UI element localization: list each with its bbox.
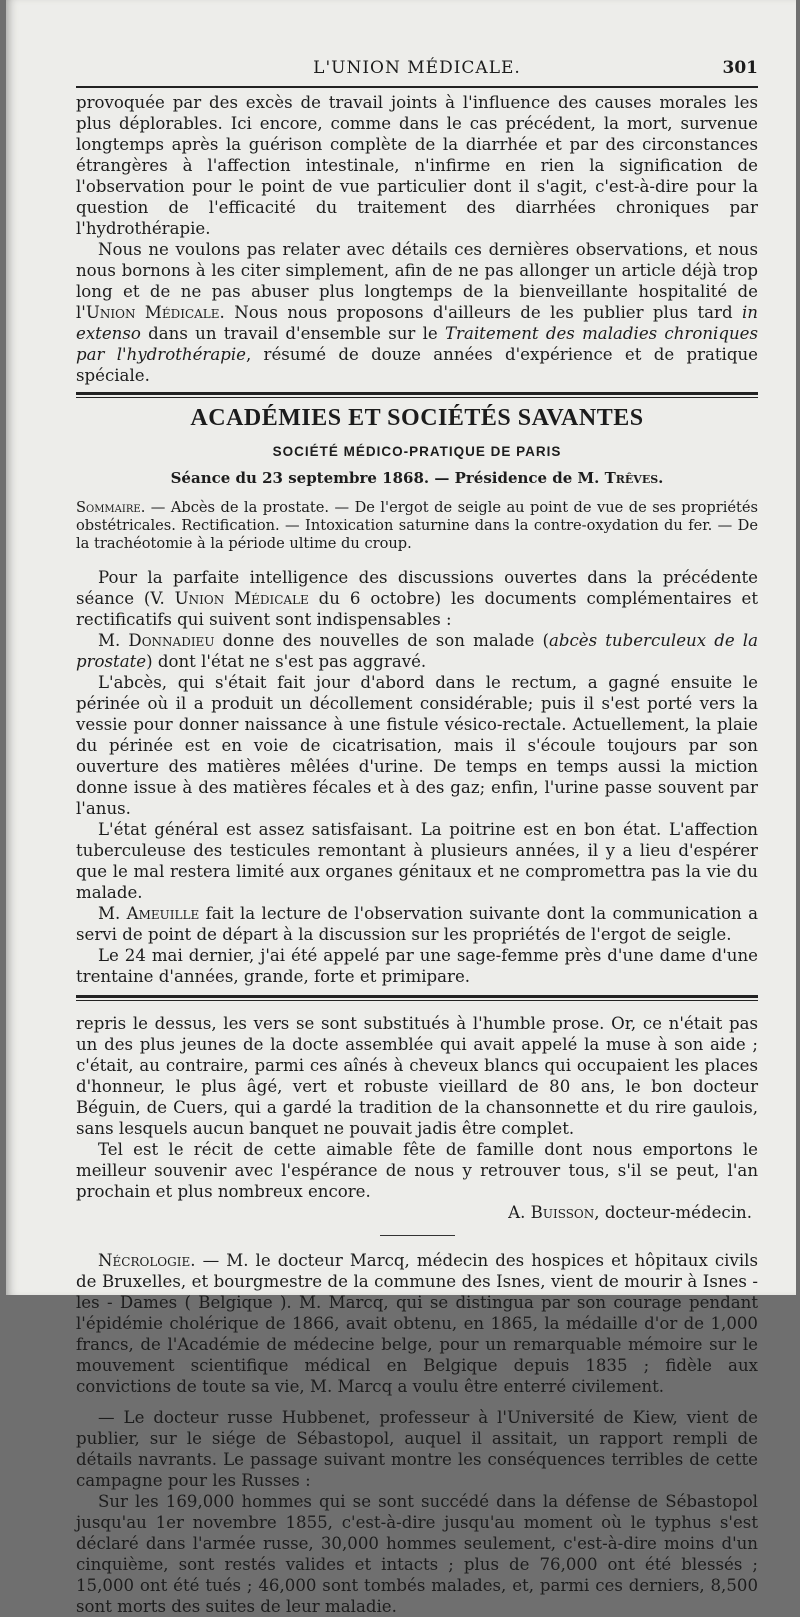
paragraph-repris: repris le dessus, les vers se sont substitués à l'humble prose. Or, ce n'était pas un des plus jeunes de la docte assemblée qui avait appelé la muse à son aide ; c'était, au contraire, parmi ces aînés à cheveux blancs qui occupaient les places d'honneur, le plus âgé, vert et robuste vieillard de 80 ans, le bon docteur Béguin, de Cuers, qui a gardé la tradition de la chansonnette et du rire gaulois, sans lesquels aucun banquet ne pouvait jadis être complet.: [76, 1014, 758, 1138]
page-number: 301: [722, 58, 758, 78]
society-name: SOCIÉTÉ MÉDICO-PRATIQUE DE PARIS: [272, 444, 562, 459]
text-run: M.: [98, 904, 127, 923]
paragraph-hubbenet: — Le docteur russe Hubbenet, professeur à l'Université de Kiew, vient de publier, sur le siége de Sébastopol, auquel il assitait, un rapport rempli de détails navrants. Le passage suivant montre les conséquences terribles de cette campagne pour les Russes :: [76, 1408, 758, 1490]
paragraph-continuation: provoquée par des excès de travail joints à l'influence des causes morales les plus déplorables. Ici encore, comme dans le cas précédent, la mort, survenue longtemps après la guérison complète de la diarrhée et par des circonstances étrangères à l'affection intestinale, n'infirme en rien la signification de l'observation pour le point de vue particulier dont il s'agit, c'est-à-dire pour la question de l'efficacité du traitement des diarrhées chroniques par l'hydrothérapie.: [76, 93, 758, 238]
text-run: .: [658, 469, 664, 487]
text-run: du 6 octobre) les documents complémentaires et rectificatifs qui suivent sont indispensables :: [76, 589, 758, 629]
summary-label: Sommaire: [76, 499, 141, 516]
summary-text: . — Abcès de la prostate. — De l'ergot de seigle au point de vue de ses propriétés obstétricales. Rectification. — Intoxication saturnine dans la contre-oxydation du fer. — De la trachéotomie à la période ultime du croup.: [76, 499, 758, 552]
italic-phrase: in extenso: [76, 303, 758, 343]
paragraph-abces: L'abcès, qui s'était fait jour d'abord dans le rectum, a gagné ensuite le périnée où il a produit un décollement considérable; puis il s'est porté vers la vessie pour donner naissance à une fistule vésico-rectale. Actuellement, la plaie du périnée est en voie de cicatrisation, mais il s'écoule toujours par son ouverture des matières mêlées d'urine. De temps en temps aussi la miction donne issue à des matières fécales et à des gaz; enfin, l'urine passe souvent par l'anus.: [76, 673, 758, 818]
doctor-name: Donnadieu: [128, 631, 215, 650]
text-column: [76, 0, 758, 1617]
paragraph-chiffres: Sur les 169,000 hommes qui se sont succédé dans la défense de Sébastopol jusqu'au 1er novembre 1855, c'est-à-dire jusqu'au moment où le typhus s'est déclaré dans l'armée russe, 30,000 hommes seulement, c'est-à-dire moins d'un cinquième, sont restés valides et intacts ; plus de 76,000 ont été blessés ; 15,000 ont été tués ; 46,000 sont tombés malades, et, parmi ces derniers, 8,500 sont morts des suites de leur maladie.: [76, 1492, 758, 1616]
text-run: ) dont l'état ne s'est pas aggravé.: [146, 652, 427, 671]
paragraph-observations: [76, 239, 758, 386]
author-name: Buisson: [530, 1203, 595, 1222]
text-run: . Nous nous proposons d'ailleurs de les publier plus tard: [219, 303, 742, 322]
running-header: [76, 0, 758, 92]
text-run: Nous ne voulons pas relater avec détails ces dernières observations, et nous nous bornons à les citer simplement, afin de ne pas allonger un article déjà trop long et de ne pas abuser plus longtemps de la bienveillante hospitalité de l': [76, 240, 758, 322]
text-run: fait la lecture de l'observation suivante dont la communication a servi de point de départ à la discussion sur les propriétés de l'ergot de seigle.: [76, 904, 759, 944]
text-run: , docteur-médecin.: [594, 1203, 752, 1222]
signature: [76, 1202, 752, 1223]
president-name: Trêves: [604, 469, 659, 487]
paragraph-donnadieu: [76, 630, 758, 672]
italic-phrase: abcès tuberculeux de la prostate: [76, 631, 758, 671]
spacer: [76, 553, 758, 567]
page: [6, 0, 796, 1616]
doctor-name: Ameuille: [126, 904, 200, 923]
paragraph-ameuille: [76, 903, 758, 945]
text-run: , résumé de douze années d'expérience et de pratique spéciale.: [76, 345, 758, 385]
text-run: A.: [508, 1203, 531, 1222]
text-run: Séance du 23 septembre 1868. — Présidence de M.: [170, 469, 605, 487]
section-rule: [76, 392, 758, 398]
short-divider: [380, 1235, 455, 1236]
text-run: donne des nouvelles de son malade (: [214, 631, 549, 650]
text-run: Pour la parfaite intelligence des discussions ouvertes dans la précédente séance (V.: [76, 568, 758, 608]
text-run: M.: [98, 631, 129, 650]
necrology-text: . — M. le docteur Marcq, médecin des hospices et hôpitaux civils de Bruxelles, et bourgmestre de la commune des Isnes, vient de mourir à Isnes - les - Dames ( Belgique ). M. Marcq, qui se distingua par son courage pendant l'épidémie cholérique de 1866, avait obtenu, en 1865, la médaille d'or de 1,000 francs, de l'Académie de médecine belge, pour un remarquable mémoire sur le mouvement scientifique médical en Belgique depuis 1835 ; fidèle aux convictions de toute sa vie, M. Marcq a voulu être enterré civilement.: [76, 1251, 758, 1396]
paragraph-mai: Le 24 mai dernier, j'ai été appelé par une sage-femme près d'une dame d'une trentaine d'années, grande, forte et primipare.: [76, 946, 758, 986]
journal-name: Union Médicale: [174, 589, 309, 608]
paragraph-intro: [76, 567, 758, 630]
session-line: [76, 468, 758, 489]
spacer: [76, 1397, 758, 1407]
paragraph-recit: Tel est le récit de cette aimable fête de famille dont nous emportons le meilleur souvenir avec l'espérance de nous y retrouver tous, s'il se peut, l'an prochain et plus nombreux encore.: [76, 1140, 758, 1201]
summary: [76, 499, 758, 553]
section-title: ACADÉMIES ET SOCIÉTÉS SAVANTES: [190, 405, 644, 431]
journal-title: L'UNION MÉDICALE.: [313, 58, 521, 78]
paragraph-etat: L'état général est assez satisfaisant. La poitrine est en bon état. L'affection tuberculeuse des testicules remontant à plusieurs années, il y a lieu d'espérer que le mal restera limité aux organes génitaux et ne compromettra pas la vie du malade.: [76, 820, 758, 902]
necrology-label: Nécrologie: [98, 1251, 191, 1270]
work-title: Traitement des maladies chroniques par l'hydrothérapie: [76, 324, 758, 364]
journal-name: Union Médicale: [85, 303, 220, 322]
feuilleton-rule: [76, 995, 758, 1001]
text-run: dans un travail d'ensemble sur le: [140, 324, 445, 343]
paragraph-necrologie: [76, 1250, 758, 1397]
header-rule: [76, 86, 758, 88]
